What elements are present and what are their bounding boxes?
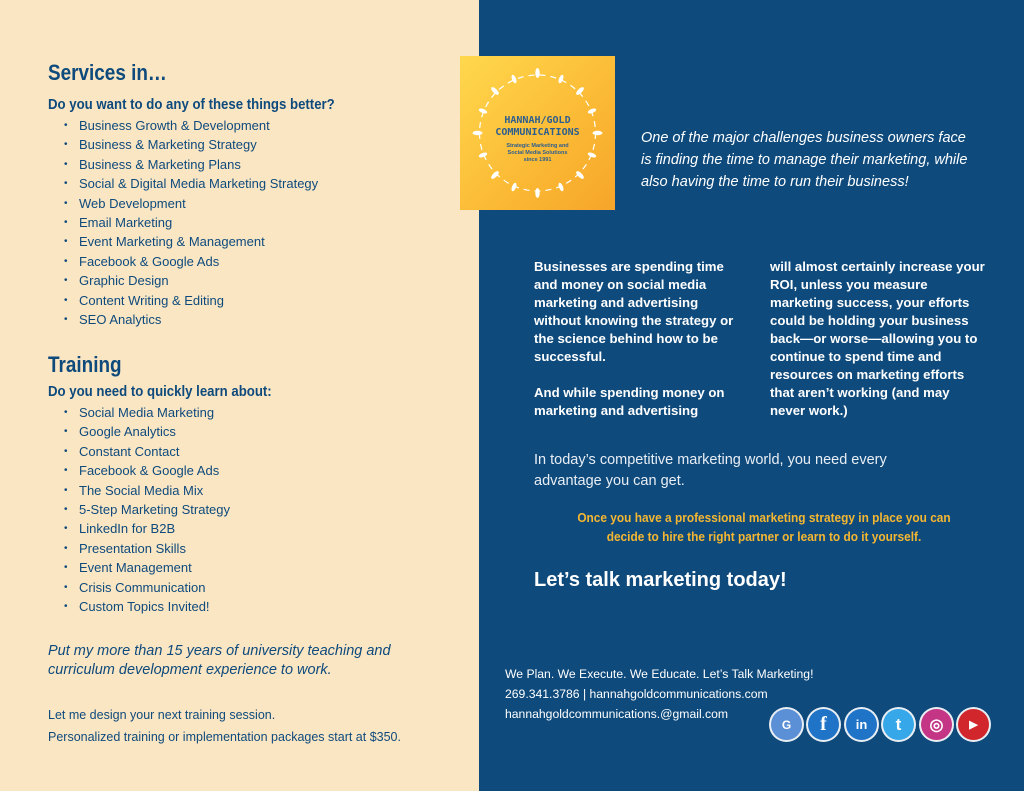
list-item: • SEO Analytics (62, 310, 318, 329)
list-item: • Event Marketing & Management (62, 232, 318, 251)
list-item: • Constant Contact (62, 442, 230, 461)
linkedin-icon[interactable]: in (846, 709, 877, 740)
facebook-icon[interactable]: f (808, 709, 839, 740)
contact-email[interactable]: hannahgoldcommunications.@gmail.com (505, 707, 729, 721)
pricing-line: Personalized training or implementation packages start at $350. (48, 730, 401, 744)
column-left-paragraph-1: Businesses are spending time and money on social media marketing and advertising without knowing the strategy or the science behind how to be successful. (534, 259, 734, 364)
list-item: • Custom Topics Invited! (62, 597, 230, 616)
twitter-icon[interactable]: t (883, 709, 914, 740)
list-item: • Content Writing & Editing (62, 291, 318, 310)
list-item: • Presentation Skills (62, 539, 230, 558)
list-item: • Google Analytics (62, 422, 230, 441)
list-item: • Email Marketing (62, 213, 318, 232)
list-item: • LinkedIn for B2B (62, 519, 230, 538)
logo-name-line1: HANNAH/GOLD (504, 115, 571, 126)
column-right-paragraph: will almost certainly increase your ROI, unless you measure marketing success, your efforts could be holding your business back—or worse—allowing you to continue to spend time and resources on marketing efforts that aren’t working (and may never work.) (770, 259, 985, 418)
list-item: • 5-Step Marketing Strategy (62, 500, 230, 519)
services-heading: Services in… (48, 60, 167, 85)
logo-tagline-line2: Social Media Solutions (507, 150, 568, 156)
company-logo (460, 56, 615, 210)
design-line: Let me design your next training session. (48, 708, 276, 722)
training-list (62, 403, 230, 616)
intro-quote: One of the major challenges business owners face is finding the time to manage their marketing, while also having the time to run their business! (641, 130, 968, 190)
list-item: • The Social Media Mix (62, 481, 230, 500)
list-item: • Crisis Communication (62, 578, 230, 597)
logo-tagline-line1: Strategic Marketing and (506, 143, 569, 149)
highlight-line: Once you have a professional marketing strategy in place you can decide to hire the right partner or learn to do it yourself. (577, 510, 951, 544)
experience-note: Put my more than 15 years of university teaching and curriculum development experience to work. (48, 643, 391, 678)
list-item: • Web Development (62, 194, 318, 213)
list-item: • Facebook & Google Ads (62, 461, 230, 480)
training-subheading: Do you need to quickly learn about: (48, 383, 272, 400)
list-item: • Social Media Marketing (62, 403, 230, 422)
google-business-icon[interactable]: G (771, 709, 802, 740)
list-item: • Business & Marketing Strategy (62, 135, 318, 154)
training-heading: Training (48, 352, 122, 377)
list-item: • Event Management (62, 558, 230, 577)
youtube-icon[interactable]: ▶ (958, 709, 989, 740)
list-item: • Business Growth & Development (62, 116, 318, 135)
logo-since: since 1991 (523, 157, 552, 163)
column-right (770, 258, 985, 438)
list-item: • Graphic Design (62, 271, 318, 290)
services-subheading: Do you want to do any of these things better? (48, 96, 335, 113)
contact-phone-web[interactable]: 269.341.3786 | hannahgoldcommunications.com (505, 687, 768, 701)
contact-slogan: We Plan. We Execute. We Educate. Let’s Talk Marketing! (505, 667, 814, 681)
list-item: • Business & Marketing Plans (62, 155, 318, 174)
column-left-paragraph-2: And while spending money on marketing and advertising (534, 385, 725, 418)
instagram-icon[interactable]: ◎ (921, 709, 952, 740)
services-list (62, 116, 318, 329)
list-item: • Facebook & Google Ads (62, 252, 318, 271)
list-item: • Social & Digital Media Marketing Strategy (62, 174, 318, 193)
logo-name-line2: COMMUNICATIONS (495, 127, 580, 138)
call-to-action: Let’s talk marketing today! (534, 569, 787, 591)
column-left (534, 258, 739, 438)
competitive-line: In today’s competitive marketing world, you need every advantage you can get. (534, 452, 887, 489)
